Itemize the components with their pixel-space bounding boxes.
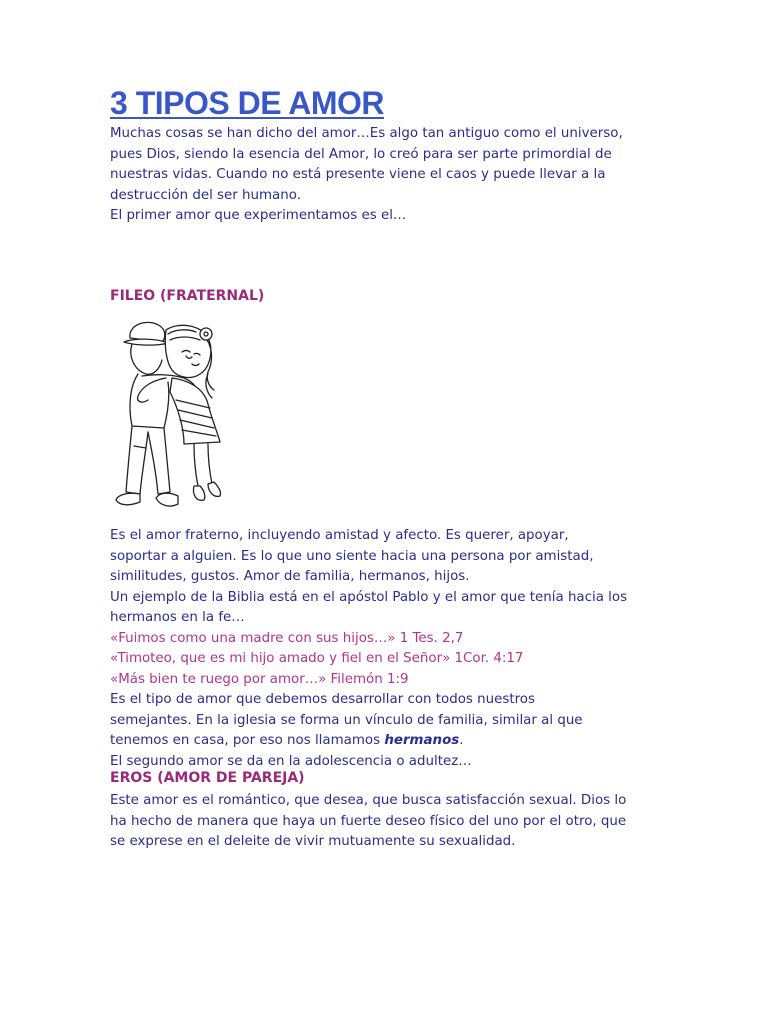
eros-heading: EROS (AMOR DE PAREJA) — [110, 770, 305, 786]
fileo-line: Un ejemplo de la Biblia está en el apóstol Pablo y el amor que tenía hacia los — [110, 589, 628, 605]
bible-quote: «Más bien te ruego por amor…» Filemón 1:9 — [110, 671, 409, 687]
eros-line: se exprese en el deleite de vivir mutuamente su sexualidad. — [110, 834, 516, 849]
intro-line: destrucción del ser humano. — [110, 187, 301, 203]
eros-line: Este amor es el romántico, que desea, que busca satisfacción sexual. Dios lo — [110, 793, 627, 808]
fileo-line: Es el amor fraterno, incluyendo amistad y afecto. Es querer, apoyar, — [110, 528, 569, 543]
closing-suffix: . — [459, 733, 464, 748]
fileo-closing-line: Es el tipo de amor que debemos desarrollar con todos nuestros — [110, 692, 535, 707]
fileo-heading: FILEO (FRATERNAL) — [110, 288, 265, 304]
intro-line: El primer amor que experimentamos es el… — [110, 208, 407, 223]
closing-prefix: tenemos en casa, por eso nos llamamos — [110, 733, 385, 748]
fileo-closing-line — [110, 731, 670, 752]
fileo-paragraph — [110, 526, 670, 772]
fileo-closing-line: semejantes. En la iglesia se forma un vínculo de familia, similar al que — [110, 712, 583, 728]
eros-paragraph — [110, 791, 670, 853]
intro-line: nuestras vidas. Cuando no está presente viene el caos y puede llevar a la — [110, 167, 606, 182]
intro-paragraph — [110, 124, 670, 227]
fileo-transition-line: El segundo amor se da en la adolescencia o adultez… — [110, 753, 472, 769]
hermanos-emphasis: hermanos — [384, 733, 460, 748]
eros-line: ha hecho de manera que haya un fuerte deseo físico del uno por el otro, que — [110, 813, 627, 829]
document-title: 3 TIPOS DE AMOR — [110, 85, 385, 121]
bible-quote: «Timoteo, que es mi hijo amado y fiel en el Señor» 1Cor. 4:17 — [110, 651, 524, 666]
fileo-line: soportar a alguien. Es lo que uno siente hacia una persona por amistad, — [110, 548, 594, 564]
intro-line: Muchas cosas se han dicho del amor…Es algo tan antiguo como el universo, — [110, 126, 623, 141]
fileo-line: hermanos en la fe… — [110, 610, 245, 625]
hugging-children-illustration — [108, 316, 228, 522]
intro-line: pues Dios, siendo la esencia del Amor, lo creó para ser parte primordial de — [110, 146, 612, 162]
fileo-line: similitudes, gustos. Amor de familia, hermanos, hijos. — [110, 569, 470, 584]
bible-quote: «Fuimos como una madre con sus hijos…» 1 Tes. 2,7 — [110, 630, 464, 646]
